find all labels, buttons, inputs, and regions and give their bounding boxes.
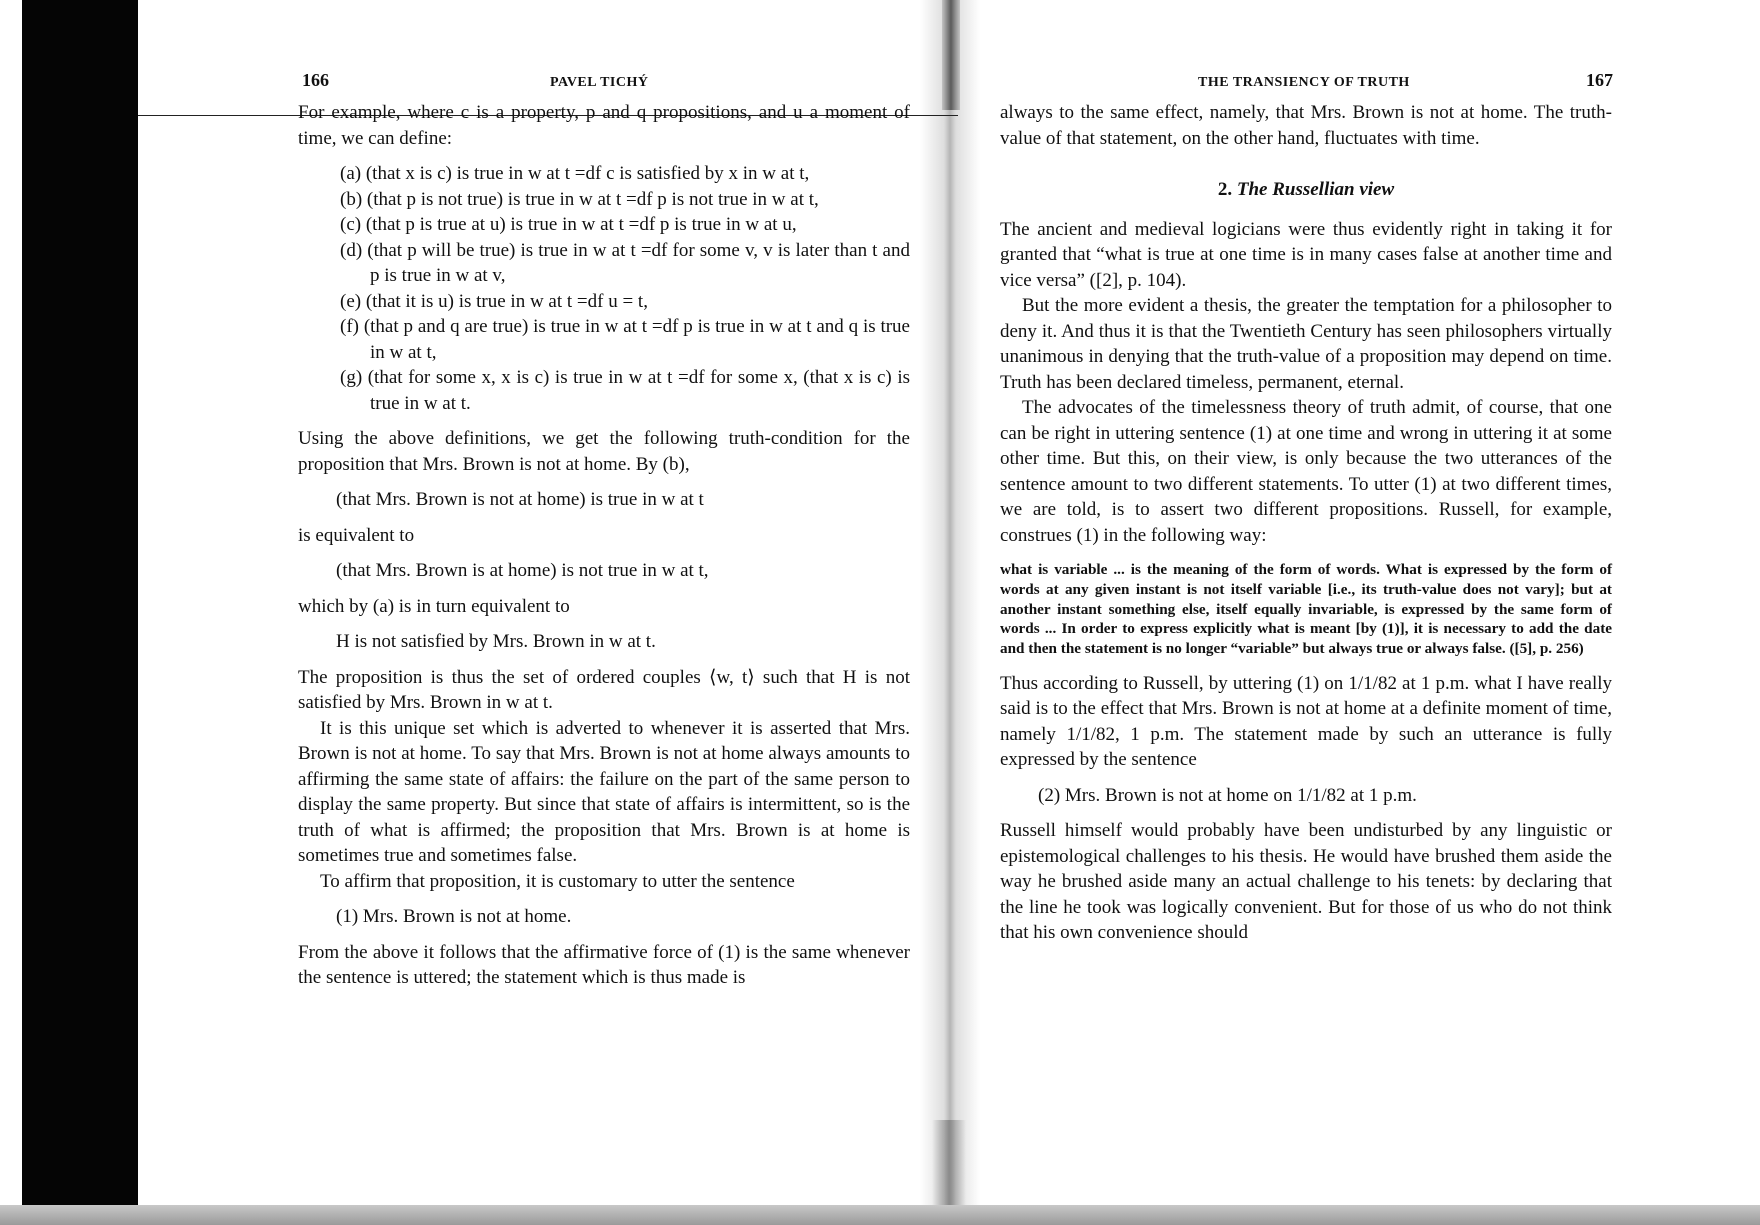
page-number: 166	[302, 70, 329, 90]
paragraph: Russell himself would probably have been undisturbed by any linguistic or epistemological challenges to his thesis. He would have brushed them aside the way he brushed aside many an actual challenge to his tenets: by declaring that the line he took was logically convenient. But for those of us who do not think that his own convenience should	[1000, 820, 1612, 944]
right-page	[1000, 60, 1612, 946]
book-gutter-shadow	[920, 0, 980, 1225]
paragraph: For example, where c is a property, p and q propositions, and u a moment of time, we can define:	[298, 102, 910, 149]
paragraph: The ancient and medieval logicians were thus evidently right in taking it for granted that “what is true at one time is in many cases false at another time and vice versa” ([2], p. 104).	[1000, 218, 1612, 291]
definition-list	[340, 161, 910, 416]
definition-d: (d) (that p will be true) is true in w at t =df for some v, v is later than t and p is true in w at v,	[340, 239, 910, 286]
paragraph: To affirm that proposition, it is customary to utter the sentence	[320, 870, 795, 892]
definition-f: (f) (that p and q are true) is true in w at t =df p is true in w at t and q is true in w at t,	[340, 316, 910, 363]
section-title: The Russellian view	[1236, 179, 1395, 200]
paragraph: which by (a) is in turn equivalent to	[298, 595, 570, 617]
paragraph: It is this unique set which is adverted to whenever it is asserted that Mrs. Brown is not at home. To say that Mrs. Brown is not at home always amounts to affirming the same state of affairs: the failure on the part of the same person to display the same property. But since that state of affairs is intermittent, so is the truth of what is affirmed; the proposition that Mrs. Brown is at home is sometimes true and sometimes false.	[298, 717, 910, 866]
running-head: THE TRANSIENCY OF TRUTH	[1198, 75, 1410, 90]
gutter-top-shadow	[942, 0, 960, 110]
paragraph: always to the same effect, namely, that Mrs. Brown is not at home. The truth-value of that statement, on the other hand, fluctuates with time.	[1000, 102, 1612, 149]
paragraph: is equivalent to	[298, 524, 415, 546]
display-formula: (that Mrs. Brown is not at home) is true in w at t	[336, 489, 704, 510]
paragraph: Using the above definitions, we get the following truth-condition for the proposition that Mrs. Brown is not at home. By (b),	[298, 428, 910, 475]
gutter-bottom-shadow	[932, 1120, 966, 1205]
definition-c: (c) (that p is true at u) is true in w at t =df p is true in w at u,	[340, 214, 797, 235]
paragraph: Thus according to Russell, by uttering (1) on 1/1/82 at 1 p.m. what I have really said is to the effect that Mrs. Brown is not at home at a definite moment of time, namely 1/1/82, 1 p.m. The statement made by such an utterance is fully expressed by the sentence	[1000, 672, 1612, 771]
example-sentence: (1) Mrs. Brown is not at home.	[336, 906, 572, 927]
right-page-header	[1000, 60, 1612, 100]
scan-left-edge	[0, 0, 30, 1225]
running-head: PAVEL TICHÝ	[550, 75, 649, 90]
block-quote: what is variable ... is the meaning of the form of words. What is expressed by the form of words at any given instant is not itself variable [i.e., its truth-value does not vary]; but at another instant something else, itself equally invariable, is expressed by the same form of words ... In order to express explicitly what is meant [by (1)], it is necessary to add the date and then the statement is no longer “variable” but always true or always false. ([5], p. 256)	[1000, 561, 1612, 658]
page-number: 167	[1586, 70, 1613, 90]
section-heading	[1000, 177, 1612, 203]
display-formula: H is not satisfied by Mrs. Brown in w at t.	[336, 631, 656, 652]
definition-g: (g) (that for some x, x is c) is true in w at t =df for some x, (that x is c) is true in w at t.	[340, 367, 910, 414]
left-page-header	[298, 60, 910, 100]
section-number: 2.	[1217, 179, 1233, 200]
paragraph: The proposition is thus the set of ordered couples ⟨w, t⟩ such that H is not satisfied by Mrs. Brown in w at t.	[298, 666, 910, 713]
definition-b: (b) (that p is not true) is true in w at t =df p is not true in w at t,	[340, 188, 819, 210]
definition-a: (a) (that x is c) is true in w at t =df c is satisfied by x in w at t,	[340, 163, 810, 184]
left-page-content	[298, 100, 910, 991]
paragraph: But the more evident a thesis, the greater the temptation for a philosopher to deny it. And thus it is that the Twentieth Century has seen philosophers virtually unanimous in denying that the truth-value of a proposition may depend on time. Truth has been declared timeless, permanent, eternal.	[1000, 295, 1612, 393]
paragraph: From the above it follows that the affirmative force of (1) is the same whenever the sentence is uttered; the statement which is thus made is	[298, 941, 910, 988]
paragraph: The advocates of the timelessness theory of truth admit, of course, that one can be right in uttering sentence (1) at one time and wrong in uttering it at some other time. But this, on their view, is only because the two utterances of the sentence amount to two different statements. To utter (1) at two different times, we are told, is to assert two different propositions. Russell, for example, construes (1) in the following way:	[1000, 397, 1612, 546]
definition-e: (e) (that it is u) is true in w at t =df u = t,	[340, 290, 648, 312]
right-page-content	[1000, 100, 1612, 946]
scan-bottom-edge	[0, 1205, 1760, 1225]
display-formula: (that Mrs. Brown is at home) is not true in w at t,	[336, 560, 709, 581]
left-page	[298, 60, 910, 991]
example-sentence: (2) Mrs. Brown is not at home on 1/1/82 at 1 p.m.	[1038, 784, 1417, 806]
